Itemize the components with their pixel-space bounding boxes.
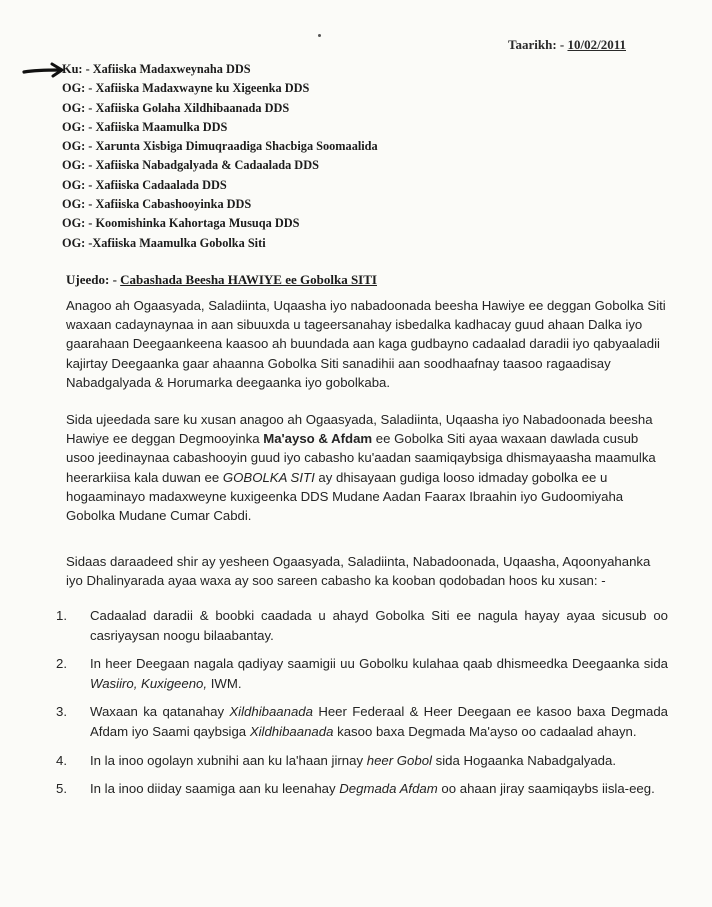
list-text xyxy=(90,779,668,799)
paragraph-purpose xyxy=(66,410,666,525)
list-number: 5. xyxy=(56,781,67,797)
date-line xyxy=(508,37,626,53)
subject-line xyxy=(66,272,377,288)
recipient-line: OG: - Xafiiska Golaha Xildhibaanada DDS xyxy=(62,100,290,115)
list-text-part: Heer Federaal & Heer Deegaan ee kasoo baxa Degmada Afdam iyo Saami qaybsiga xyxy=(90,704,668,739)
list-text-emphasis: Xildhibaanada xyxy=(229,704,313,720)
recipient-line: Ku: - Xafiiska Madaxweynaha DDS xyxy=(62,62,251,76)
recipient-line: OG: - Koomishinka Kahortaga Musuqa DDS xyxy=(62,216,300,231)
recipient-list xyxy=(62,60,378,253)
paragraph-text: Sida ujeedada sare ku xusan anagoo ah Ogaasyada, Saladiinta, Uqaasha iyo Nabadoonada beesha Hawiye ee deggan Degmooyinka xyxy=(66,412,653,447)
complaint-list xyxy=(56,606,668,808)
date-label: Taarikh: - xyxy=(508,37,565,52)
list-item xyxy=(56,606,668,645)
list-text-part: In la inoo diiday saamiga aan ku leenahay xyxy=(90,781,336,797)
date-value: 10/02/2011 xyxy=(567,37,626,52)
paragraph-intro: Anagoo ah Ogaasyada, Saladiinta, Uqaasha iyo nabadoonada beesha Hawiye ee deggan Gobolka Siti waxaan cadaynaynaa in aan sibuuxda u tageersanahay isbedalka kadhacay guud ahaan Dalka iyo gaarahaan Deegaankeena kaasoo ah buundada aan kaga gudbayno cadaalad daradii iyo qabyaaladii kajirtay Deegaanka gaar ahaanna Gobolka Siti sanadihii aan soodhaafnay taasoo ragaadisay Nabadgalyada & Horumarka deegaanka iyo gobolkaba. xyxy=(66,298,666,390)
paragraph-text: ee Gobolka Siti ayaa waxaan dawlada cusub usoo jeedinaynaa cabashooyin guud iyo cabasho ku'aadan saamiqaybsiga dhismayaasha maamulka heerarkiisa kala duwan ee xyxy=(66,431,656,485)
recipient-line: OG: - Xafiiska Maamulka DDS xyxy=(62,119,228,134)
subject-topic: Cabashada Beesha HAWIYE ee Gobolka SITI xyxy=(120,272,377,287)
list-item xyxy=(56,779,668,799)
list-item xyxy=(56,751,668,771)
region-name: GOBOLKA SITI xyxy=(222,469,315,485)
list-text-part: IWM. xyxy=(210,675,242,691)
list-number: 4. xyxy=(56,752,67,768)
list-number: 3. xyxy=(56,704,67,720)
list-text xyxy=(90,702,668,741)
list-text: Cadaalad daradii & boobki caadada u ahayd Gobolka Siti ee nagula hayay ayaa sicusub oo casriyaysan noogu bilaabantay. xyxy=(90,608,668,643)
list-number: 2. xyxy=(56,656,67,672)
list-item xyxy=(56,702,668,741)
recipient-line: OG: -Xafiiska Maamulka Gobolka Siti xyxy=(62,235,266,250)
list-text-emphasis: Xildhibaanada xyxy=(249,723,334,739)
list-text-part: Waxaan ka qatanahay xyxy=(90,704,225,720)
list-number: 1. xyxy=(56,608,67,623)
recipient-line: OG: - Xafiiska Nabadgalyada & Cadaalada DDS xyxy=(62,158,319,173)
recipient-line: OG: - Xafiiska Madaxwayne ku Xigeenka DDS xyxy=(62,81,310,96)
list-text-emphasis: heer Gobol xyxy=(366,752,432,768)
list-text-part: In la inoo ogolayn xubnihi aan ku la'haan jirnay xyxy=(90,752,364,768)
recipient-line: OG: - Xafiiska Cabashooyinka DDS xyxy=(62,197,252,212)
recipient-line: OG: - Xarunta Xisbiga Dimuqraadiga Shacbiga Soomaalida xyxy=(62,139,378,154)
ink-speck xyxy=(318,34,321,37)
list-item xyxy=(56,654,668,693)
district-names: Ma'ayso & Afdam xyxy=(263,431,373,447)
hand-drawn-arrow-icon xyxy=(22,60,66,80)
list-text-emphasis: Wasiiro, Kuxigeeno, xyxy=(90,675,208,691)
subject-label: Ujeedo: - xyxy=(66,272,117,287)
list-text-part: oo ahaan jiray saamiqaybs iisla-eeg. xyxy=(441,781,655,797)
list-text-part: sida Hogaanka Nabadgalyada. xyxy=(435,752,617,768)
list-text xyxy=(90,751,668,771)
list-text-part: kasoo baxa Degmada Ma'ayso oo cadaalad ahayn. xyxy=(337,723,637,739)
list-text xyxy=(90,654,668,693)
list-text-part: In heer Deegaan nagala qadiyay saamigii uu Gobolku kulahaa qaab dhismeedka Deegaanka sida xyxy=(90,656,668,672)
list-text-emphasis: Degmada Afdam xyxy=(339,781,438,797)
paragraph-meeting: Sidaas daraadeed shir ay yesheen Ogaasyada, Saladiinta, Nabadoonada, Uqaasha, Aqoonyahanka iyo Dhalinyarada ayaa waxa ay soo sareen cabasho ka kooban qodobadan hoos ku xusan: - xyxy=(66,554,651,589)
recipient-line: OG: - Xafiiska Cadaalada DDS xyxy=(62,177,227,192)
paragraph-text: ay dhisayaan gudiga looso idmaday gobolka ee u hogaaminayo madaxweyne kuxigeenka DDS Mudane Aadan Faarax Ibraahin iyo Gudoomiyaha Gobolka Mudane Cumar Cabdi. xyxy=(66,469,624,524)
